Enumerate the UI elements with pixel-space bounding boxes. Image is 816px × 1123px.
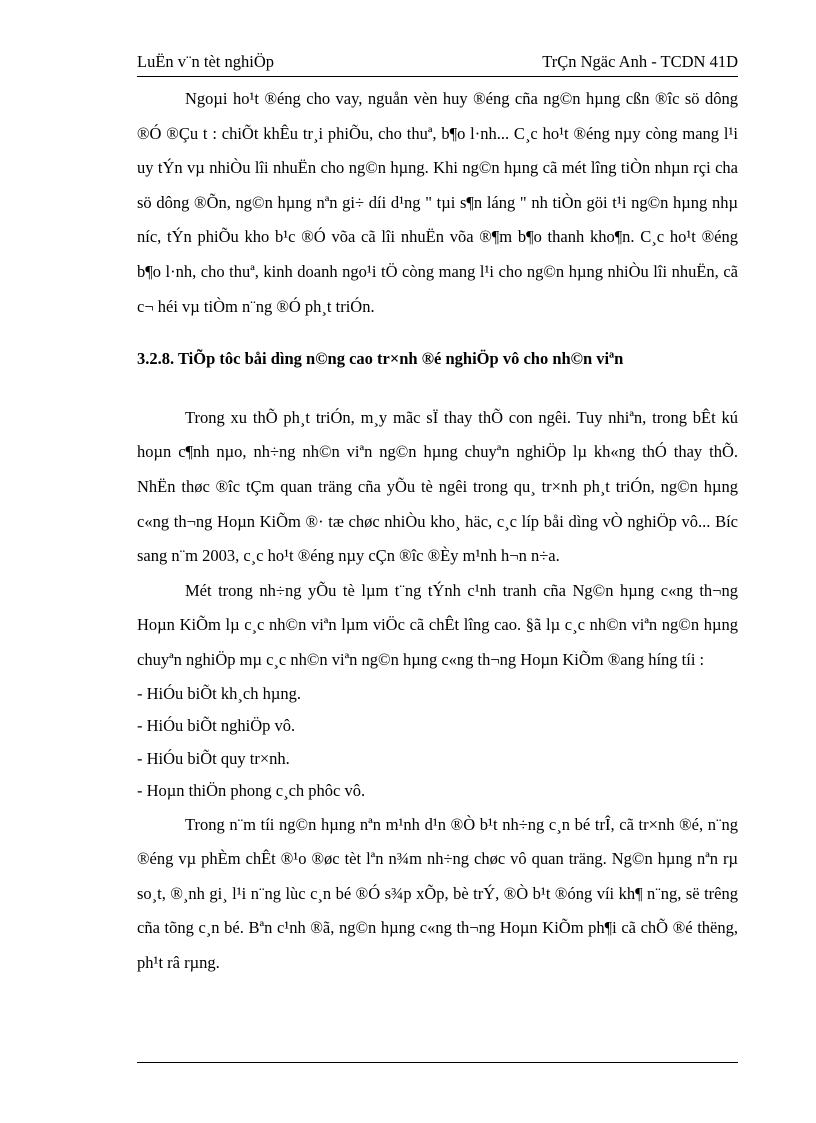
list-item: - HiÓu biÕt quy tr×nh. [137,748,290,768]
footer-rule [137,1062,738,1063]
list-item: - HiÓu biÕt kh¸ch hµng. [137,683,301,703]
list-item: - HiÓu biÕt nghiÖp vô. [137,716,296,735]
page-header [137,50,738,77]
section-heading: 3.2.8. TiÕp tôc båi dìng n©ng cao tr×nh ®é nghiÖp vô cho nh©n viªn [137,349,624,369]
paragraph-promotion: Trong n¨m tíi ng©n hµng nªn m¹nh d¹n ®Ò b¹t nh÷ng c¸n bé trÎ, cã tr×nh ®é, n¨ng ®éng vµ phÈm chÊt ®¹o ®øc tèt lªn n¾m nh÷ng chøc vô quan träng. Ng©n hµng nªn rµ so¸t, ®¸nh gi¸ l¹i n¨ng lùc c¸n bé ®Ó s¾p xÕp, bè trÝ, ®Ò b¹t ®óng víi kh¶ n¨ng, së trêng cña tõng c¸n bé. Bªn c¹nh ®ã, ng©n hµng c«ng th¬ng Hoµn KiÕm ph¶i cã chÕ ®é thëng, ph¹t râ rµng. [137,814,738,972]
header-thesis-title: LuËn v¨n tèt nghiÖp [137,52,275,71]
page-body [137,82,738,980]
list-item: - Hoµn thiÖn phong c¸ch phôc vô. [137,781,366,800]
paragraph-services: Ngoµi ho¹t ®éng cho vay, nguån vèn huy ®éng cña ng©n hµng cßn ®îc sö dông ®Ó ®Çu t : chiÕt khÊu tr¸i phiÕu, cho thuª, b¶o l·nh... C¸c ho¹t ®éng nµy còng mang l¹i uy tÝn vµ nhiÒu lîi nhuËn cho ng©n hµng. Khi ng©n hµng cã mét lîng tiÒn nhµn rçi cha sö dông ®Õn, ng©n hµng nªn gi÷ díi d¹ng " tµi s¶n láng " nh tiÒn göi t¹i ng©n hµng nhµ níc, tÝn phiÕu kho b¹c ®Ó võa cã lîi nhuËn võa ®¶m b¶o thanh kho¶n. C¸c ho¹t ®éng b¶o l·nh, cho thuª, kinh doanh ngo¹i tÖ còng mang l¹i cho ng©n hµng nhiÒu lîi nhuËn, cã c¬ héi vµ tiÒm n¨ng ®Ó ph¸t triÓn. [137,89,738,316]
paragraph-competitiveness: Mét trong nh÷ng yÕu tè lµm t¨ng tÝnh c¹nh tranh cña Ng©n hµng c«ng th¬ng Hoµn KiÕm lµ c¸c nh©n viªn lµm viÖc cã chÊt lîng cao. §ã lµ c¸c nh©n viªn ng©n hµng chuyªn nghiÖp mµ c¸c nh©n viªn ng©n hµng c«ng th¬ng Hoµn KiÕm ®ang híng tíi : [137,580,738,669]
header-author: TrÇn Ngäc Anh - TCDN 41D [542,52,738,71]
paragraph-training: Trong xu thÕ ph¸t triÓn, m¸y mãc sÏ thay thÕ con ngêi. Tuy nhiªn, trong bÊt kú hoµn c¶nh nµo, nh÷ng nh©n viªn ng©n hµng chuyªn nghiÖp lµ kh«ng thÓ thay thÕ. NhËn thøc ®îc tÇm quan träng cña yÕu tè ngêi trong qu¸ tr×nh ph¸t triÓn, ng©n hµng c«ng th¬ng Hoµn KiÕm ®· tæ chøc nhiÒu kho¸ häc, c¸c líp båi dìng vÒ nghiÖp vô... Bíc sang n¨m 2003, c¸c ho¹t ®éng nµy cÇn ®îc ®Èy m¹nh h¬n n÷a. [137,407,738,566]
